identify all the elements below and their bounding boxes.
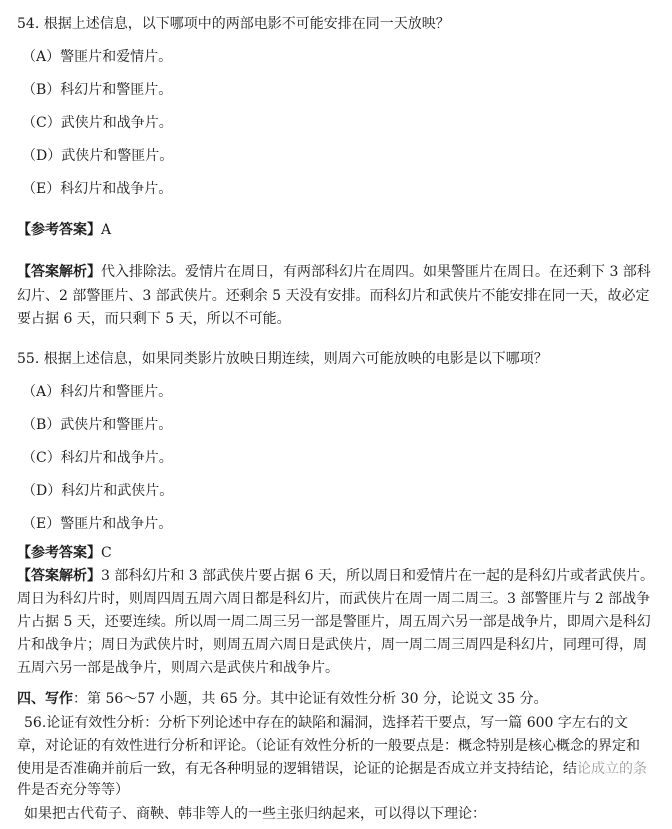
q56-line-3 <box>17 759 647 779</box>
analysis-text: 代入排除法。爱情片在周日，有两部科幻片在周四。如果警匪片在周日。在还剩下 3 部科 <box>101 264 651 280</box>
q54-option-d: （D）武侠片和警匪片。 <box>22 148 174 164</box>
section4-header <box>17 689 548 709</box>
q55-option-e: （E）警匪片和战争片。 <box>22 516 173 532</box>
q54-option-b: （B）科幻片和警匪片。 <box>22 82 173 98</box>
answer-value: C <box>101 545 112 561</box>
q56-line-3-text: 使用是否准确并前后一致，有无各种明显的逻辑错误，论证的论据是否成立并支持结论，结 <box>17 761 577 777</box>
q54-option-c: （C）武侠片和战争片。 <box>22 115 173 131</box>
q56-line-5: 如果把古代荀子、商鞅、韩非等人的一些主张归纳起来，可以得以下理论： <box>24 806 486 822</box>
q56-line-2: 章，对论证的有效性进行分析和评论。（论证有效性分析的一般要点是：概念特别是核心概念的界定和 <box>17 738 640 754</box>
analysis-label: 【答案解析】 <box>17 264 101 280</box>
q55-option-c: （C）科幻片和战争片。 <box>22 450 173 466</box>
section4-heading: 四、写作 <box>17 691 73 707</box>
q54-answer <box>17 220 111 240</box>
q55-option-d: （D）科幻片和武侠片。 <box>22 483 174 499</box>
q55-analysis-line-4: 片和战争片；周日为武侠片时，则周五周六周日是武侠片，周一周二周三周四是科幻片，同理可得，周 <box>17 637 647 653</box>
analysis-label: 【答案解析】 <box>17 568 101 584</box>
q54-stem: 54. 根据上述信息，以下哪项中的两部电影不可能安排在同一天放映？ <box>17 16 450 32</box>
q55-analysis-line-1 <box>17 566 654 586</box>
q54-option-e: （E）科幻片和战争片。 <box>22 181 173 197</box>
q54-option-a: （A）警匪片和爱情片。 <box>22 49 173 65</box>
q56-line-1: 56.论证有效性分析：分析下列论述中存在的缺陷和漏洞，选择若干要点，写一篇 600 字左右的文 <box>24 715 628 731</box>
answer-label: 【参考答案】 <box>17 222 101 238</box>
q55-option-a: （A）科幻片和警匪片。 <box>22 384 173 400</box>
q55-analysis-line-3: 片占据 5 天，还要连续。所以周一周二周三另一部是警匪片，周五周六另一部是战争片，即周六是科幻 <box>17 614 651 630</box>
q55-analysis-line-2: 周日为科幻片时，则周四周五周六周日都是科幻片，而武侠片在周一周二周三。3 部警匪片与 2 部战争 <box>17 591 651 607</box>
q56-line-4: 件是否充分等等） <box>17 782 129 798</box>
q55-option-b: （B）武侠片和警匪片。 <box>22 417 173 433</box>
q54-analysis-line-3: 要占据 6 天，而只剩下 5 天，所以不可能。 <box>17 311 291 327</box>
q55-analysis-line-5: 五周六另一部是战争片，则周六是武侠片和战争片。 <box>17 660 339 676</box>
section4-intro: ：第 56～57 小题，共 65 分。其中论证有效性分析 30 分，论说文 35 分。 <box>73 691 548 707</box>
q56-faded-text: 论成立的条 <box>577 761 647 777</box>
q55-stem: 55. 根据上述信息，如果同类影片放映日期连续，则周六可能放映的电影是以下哪项？ <box>17 351 548 367</box>
answer-label: 【参考答案】 <box>17 545 101 561</box>
analysis-text: 3 部科幻片和 3 部武侠片要占据 6 天，所以周日和爱情片在一起的是科幻片或者武侠片。 <box>101 568 654 584</box>
q54-analysis-line-2: 幻片、2 部警匪片、3 部武侠片。还剩余 5 天没有安排。而科幻片和武侠片不能安排在同一天，故必定 <box>17 288 650 304</box>
q54-analysis-line-1 <box>17 262 651 282</box>
answer-value: A <box>101 222 112 238</box>
q55-answer <box>17 543 112 563</box>
